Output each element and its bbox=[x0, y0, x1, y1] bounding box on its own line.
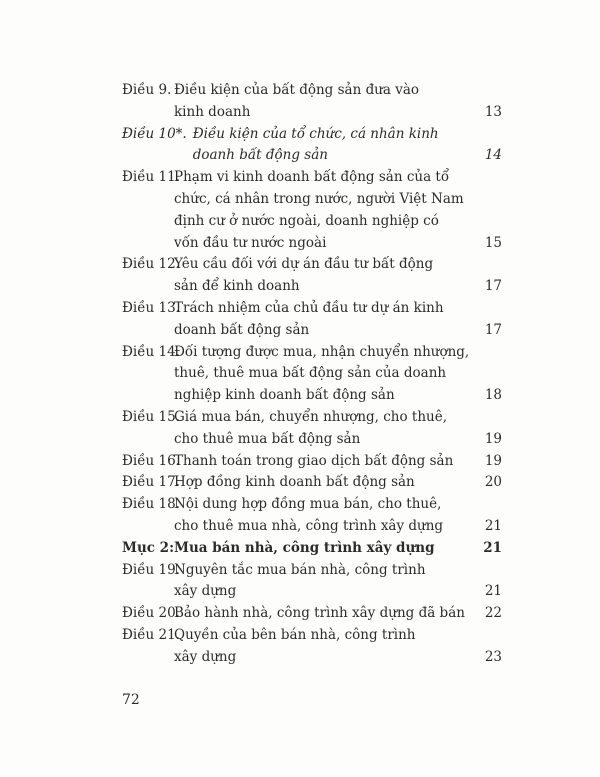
toc-entry-text: Điều kiện của bất động sản đưa vào bbox=[174, 82, 420, 98]
toc-entry-text: nghiệp kinh doanh bất động sản bbox=[174, 387, 395, 404]
toc-entry-body bbox=[174, 472, 502, 494]
toc-entry-text: Hợp đồng kinh doanh bất động sản bbox=[174, 474, 415, 491]
toc-entry-label: Điều 21. bbox=[122, 626, 180, 643]
toc-entry-text: Mua bán nhà, công trình xây dựng bbox=[174, 539, 435, 556]
toc-entry bbox=[122, 167, 502, 254]
toc-entry bbox=[122, 538, 502, 560]
toc-entry-body bbox=[193, 124, 502, 168]
page-number: 72 bbox=[122, 692, 140, 708]
toc-entry-page: 19 bbox=[484, 430, 502, 447]
toc-entry bbox=[122, 407, 502, 451]
toc-entry-text: Yêu cầu đối với dự án đầu tư bất động bbox=[174, 256, 434, 273]
toc-entry-page: 17 bbox=[484, 321, 502, 338]
toc-entry bbox=[122, 124, 502, 168]
toc-entry-page-line bbox=[174, 320, 502, 342]
toc-entry-body bbox=[174, 254, 502, 298]
toc-entry-body bbox=[174, 625, 502, 669]
toc-entry-text: vốn đầu tư nước ngoài bbox=[174, 234, 327, 251]
toc-entry-last-line bbox=[174, 603, 502, 625]
toc-entry-last-line bbox=[174, 538, 502, 560]
toc-entry-page-line bbox=[174, 276, 502, 298]
toc-entry-page-line bbox=[193, 145, 502, 167]
toc-entry-label: Điều 18. bbox=[122, 496, 180, 513]
toc-entry bbox=[122, 80, 502, 124]
toc-entry-body bbox=[174, 298, 502, 342]
toc-entry bbox=[122, 472, 502, 494]
toc-entry-page: 14 bbox=[484, 147, 502, 164]
table-of-contents bbox=[122, 80, 502, 669]
toc-entry-body bbox=[174, 167, 502, 254]
toc-entry-text: Nguyên tắc mua bán nhà, công trình bbox=[174, 561, 426, 578]
toc-entry-body bbox=[174, 560, 502, 604]
toc-entry-page: 13 bbox=[484, 103, 502, 120]
toc-entry-page: 23 bbox=[484, 648, 502, 665]
toc-entry-page: 21 bbox=[483, 539, 502, 556]
toc-entry-label: Điều 20. bbox=[122, 605, 180, 622]
toc-entry-page: 15 bbox=[484, 234, 502, 251]
toc-entry-label: Điều 10*. bbox=[122, 125, 187, 142]
toc-entry-page-line bbox=[174, 385, 502, 407]
toc-entry-body bbox=[174, 451, 502, 473]
toc-entry-label: Điều 19. bbox=[122, 561, 180, 578]
toc-entry-text: Bảo hành nhà, công trình xây dựng đã bán bbox=[174, 605, 465, 622]
toc-entry-text: Phạm vi kinh doanh bất động sản của tổ bbox=[174, 169, 450, 186]
toc-entry-label: Mục 2: bbox=[122, 539, 175, 556]
toc-entry-text: doanh bất động sản bbox=[174, 321, 310, 338]
toc-entry bbox=[122, 342, 502, 407]
toc-entry-body bbox=[174, 494, 502, 538]
toc-entry-label: Điều 11. bbox=[122, 169, 180, 186]
toc-entry bbox=[122, 494, 502, 538]
toc-entry-label: Điều 13. bbox=[122, 299, 180, 316]
toc-entry-text: định cư ở nước ngoài, doanh nghiệp có bbox=[174, 212, 439, 229]
toc-entry-text: thuê, thuê mua bất động sản của doanh bbox=[174, 365, 447, 382]
toc-entry-body bbox=[174, 603, 502, 625]
toc-entry-text: cho thuê mua bất động sản bbox=[174, 430, 361, 447]
toc-entry-text: doanh bất động sản bbox=[192, 147, 328, 164]
toc-entry-page: 18 bbox=[484, 387, 502, 404]
toc-entry-page-line bbox=[174, 429, 502, 451]
toc-entry bbox=[122, 560, 502, 604]
toc-entry-body bbox=[174, 538, 502, 560]
toc-entry-text: xây dựng bbox=[174, 583, 237, 600]
toc-entry-page-line bbox=[174, 647, 502, 669]
toc-entry bbox=[122, 625, 502, 669]
toc-entry-text: xây dựng bbox=[174, 648, 237, 665]
toc-entry-text: kinh doanh bbox=[174, 103, 251, 120]
toc-entry bbox=[122, 451, 502, 473]
toc-entry-page: 19 bbox=[484, 452, 502, 469]
toc-entry-page: 21 bbox=[484, 517, 502, 534]
toc-entry-label: Điều 12. bbox=[122, 256, 180, 273]
toc-entry-text: cho thuê mua nhà, công trình xây dựng bbox=[174, 517, 444, 534]
toc-entry-text: Quyền của bên bán nhà, công trình bbox=[174, 626, 416, 643]
toc-entry-label: Điều 15. bbox=[122, 408, 180, 425]
toc-entry-page-line bbox=[174, 581, 502, 603]
toc-entry-page: 22 bbox=[484, 605, 502, 622]
toc-entry-text: Giá mua bán, chuyển nhượng, cho thuê, bbox=[174, 408, 448, 425]
toc-entry bbox=[122, 603, 502, 625]
toc-entry-body bbox=[174, 80, 502, 124]
toc-entry-page: 21 bbox=[484, 583, 502, 600]
toc-entry-last-line bbox=[174, 451, 502, 473]
toc-entry-label: Điều 16. bbox=[122, 452, 180, 469]
toc-entry-page-line bbox=[174, 516, 502, 538]
toc-entry-text: Trách nhiệm của chủ đầu tư dự án kinh bbox=[174, 299, 444, 316]
toc-entry-last-line bbox=[174, 472, 502, 494]
toc-entry-label: Điều 17. bbox=[122, 474, 180, 491]
toc-entry-page-line bbox=[174, 102, 502, 124]
toc-entry-page: 20 bbox=[484, 474, 502, 491]
toc-entry-text: Điều kiện của tổ chức, cá nhân kinh bbox=[192, 125, 439, 142]
toc-entry-text: sản để kinh doanh bbox=[174, 278, 300, 295]
toc-entry-text: Đối tượng được mua, nhận chuyển nhượng, bbox=[174, 343, 470, 360]
toc-entry bbox=[122, 254, 502, 298]
toc-entry-page-line bbox=[174, 233, 502, 255]
toc-entry bbox=[122, 298, 502, 342]
toc-entry-page: 17 bbox=[484, 278, 502, 295]
toc-entry-label: Điều 9. bbox=[122, 82, 172, 98]
toc-entry-text: Thanh toán trong giao dịch bất động sản bbox=[174, 452, 454, 469]
toc-entry-text: Nội dung hợp đồng mua bán, cho thuê, bbox=[174, 496, 442, 513]
toc-entry-body bbox=[174, 407, 502, 451]
toc-entry-body bbox=[174, 342, 502, 407]
toc-entry-label: Điều 14. bbox=[122, 343, 180, 360]
toc-entry-text: chức, cá nhân trong nước, người Việt Nam bbox=[174, 190, 464, 207]
